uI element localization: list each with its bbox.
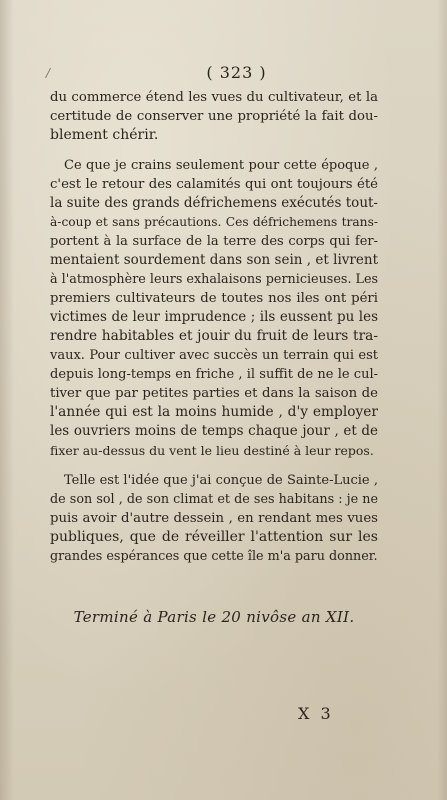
margin-pencil-mark: / xyxy=(46,66,51,80)
page-edge-shadow xyxy=(437,0,447,800)
paragraph-1 xyxy=(50,88,378,145)
closing-note: Terminé à Paris le 20 nivôse an XII. xyxy=(73,608,355,626)
text-line: à l'atmosphère leurs exhalaisons pernicieuses. Les xyxy=(50,272,379,287)
text-line: l'année qui est la moins humide , d'y employer xyxy=(50,404,378,420)
text-line: puis avoir d'autre dessein , en rendant mes vues xyxy=(50,511,378,526)
text-line: du commerce étend les vues du cultivateur, et la xyxy=(50,90,378,105)
paragraph-gap xyxy=(50,145,378,156)
text-line: portent à la surface de la terre des corps qui fer- xyxy=(50,234,378,249)
text-line: certitude de conserver une propriété la fait dou- xyxy=(50,109,378,124)
text-line: premiers cultivateurs de toutes nos iles ont péri xyxy=(50,291,378,306)
text-line: rendre habitables et jouir du fruit de leurs tra- xyxy=(50,328,378,344)
paragraph-3 xyxy=(50,471,378,566)
body-text xyxy=(50,88,378,566)
page-number: ( 323 ) xyxy=(206,63,267,82)
text-line: tiver que par petites parties et dans la saison de xyxy=(50,386,378,401)
text-line: vaux. Pour cultiver avec succès un terrain qui est xyxy=(50,348,378,363)
signature-mark: X 3 xyxy=(298,704,334,723)
text-line: Ce que je crains seulement pour cette époque , xyxy=(64,158,378,173)
text-line: victimes de leur imprudence ; ils eussent pu les xyxy=(50,309,378,325)
paragraph-2 xyxy=(50,156,378,460)
text-line: Telle est l'idée que j'ai conçue de Sainte-Lucie , xyxy=(64,473,378,488)
text-line: grandes espérances que cette île m'a paru donner. xyxy=(50,549,378,564)
text-line: les ouvriers moins de temps chaque jour , et de xyxy=(50,423,378,439)
text-line: à-coup et sans précautions. Ces défrichemens trans- xyxy=(50,215,378,229)
binding-shadow xyxy=(0,0,14,800)
text-line: mentaient sourdement dans son sein , et livrent xyxy=(50,252,378,268)
text-line: blement chérir. xyxy=(50,127,159,143)
text-line: depuis long-temps en friche , il suffit de ne le cul- xyxy=(50,367,378,382)
paragraph-gap xyxy=(50,460,378,471)
text-line: c'est le retour des calamités qui ont toujours été xyxy=(50,177,378,192)
text-line: de son sol , de son climat et de ses habitans : je ne xyxy=(50,492,378,507)
text-line: fixer au-dessus du vent le lieu destiné à leur repos. xyxy=(50,443,374,458)
text-line: la suite des grands défrichemens exécutés tout- xyxy=(50,195,378,211)
text-line: publiques, que de réveiller l'attention sur les xyxy=(50,529,378,545)
